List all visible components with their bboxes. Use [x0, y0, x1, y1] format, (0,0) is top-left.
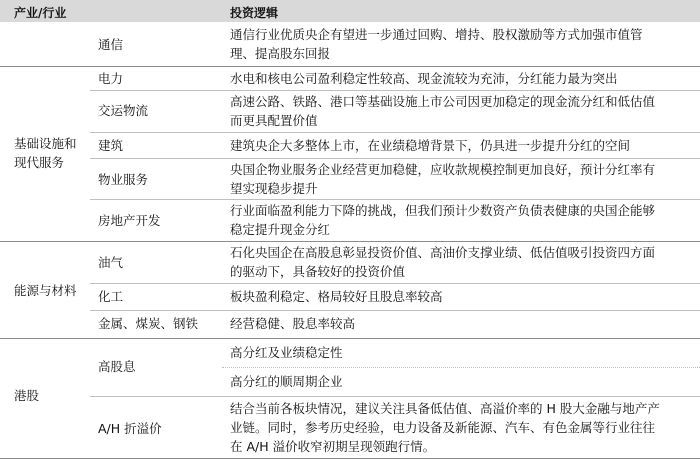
logic-ah-premium: 结合当前各板块情况，建议关注具备低估值、高溢价率的 H 股大金融与地产产 业链。同时，参考历史经验，电力设备及新能源、汽车、有色金属等行业往往 在 A/H 溢价收窄初期呈现领跑行情。	[230, 401, 660, 454]
sub-power: 电力	[98, 71, 124, 86]
row-divider	[90, 283, 700, 284]
row-divider	[90, 132, 700, 133]
table-header	[0, 0, 700, 22]
logic-metals-coal-steel: 经营稳健、股息率较高	[230, 316, 356, 331]
row-divider	[90, 158, 700, 159]
sub-property-services: 物业服务	[98, 172, 149, 187]
logic-high-dividend: 高分红及业绩稳定性	[230, 345, 343, 360]
sub-real-estate: 房地产开发	[98, 213, 161, 228]
sub-transport-logistics: 交运物流	[98, 103, 149, 118]
logic-power: 水电和核电公司盈利稳定性较高、现金流较为充沛，分红能力最为突出	[230, 71, 618, 86]
sub-telecom: 通信	[98, 37, 124, 52]
header-industry: 产业/行业	[14, 6, 67, 20]
sub-metals-coal-steel: 金属、煤炭、钢铁	[98, 316, 199, 331]
logic-oil-gas: 石化央国企在高股息彰显投资价值、高油价支撑业绩、低估值吸引投资四方面 的驱动下，具备较好的投资价值	[230, 245, 656, 279]
logic-transport-logistics: 高速公路、铁路、港口等基础设施上市公司因更加稳定的现金流分红和低估值 而更具配置价值	[230, 94, 656, 128]
logic-property-services: 央国企物业服务企业经营更加稳健，应收款规模控制更加良好，预计分红率有 望实现稳步提升	[230, 162, 656, 196]
category-hk-stocks: 港股	[14, 388, 40, 403]
sub-construction: 建筑	[98, 138, 124, 153]
row-divider-dotted	[222, 367, 700, 368]
row-divider	[90, 90, 700, 91]
logic-telecom: 通信行业优质央企有望进一步通过回购、增持、股权激励等方式加强市值管 理、提高股东回报	[230, 27, 643, 61]
category-energy-materials: 能源与材料	[14, 283, 77, 298]
category-infrastructure: 基础设施和 现代服务	[14, 136, 77, 170]
section-divider	[0, 66, 700, 67]
section-divider	[0, 338, 700, 339]
row-divider	[90, 310, 700, 311]
row-divider	[90, 199, 700, 200]
logic-construction: 建筑央企大多整体上市，在业绩稳增背景下，仍具进一步提升分红的空间	[230, 138, 631, 153]
row-divider	[90, 396, 700, 397]
table-bottom-border	[0, 458, 700, 459]
logic-real-estate: 行业面临盈利能力下降的挑战，但我们预计少数资产负债表健康的央国企能够 稳定提升现金分红	[230, 203, 656, 237]
sub-high-dividend: 高股息	[98, 359, 136, 374]
logic-cyclical-dividend: 高分红的顺周期企业	[230, 374, 343, 389]
sub-ah-premium: A/H 折溢价	[98, 421, 162, 436]
sub-oil-gas: 油气	[98, 255, 124, 270]
sub-chemicals: 化工	[98, 289, 124, 304]
logic-chemicals: 板块盈利稳定、格局较好且股息率较高	[230, 289, 443, 304]
section-divider	[0, 241, 700, 242]
header-logic: 投资逻辑	[230, 6, 279, 20]
